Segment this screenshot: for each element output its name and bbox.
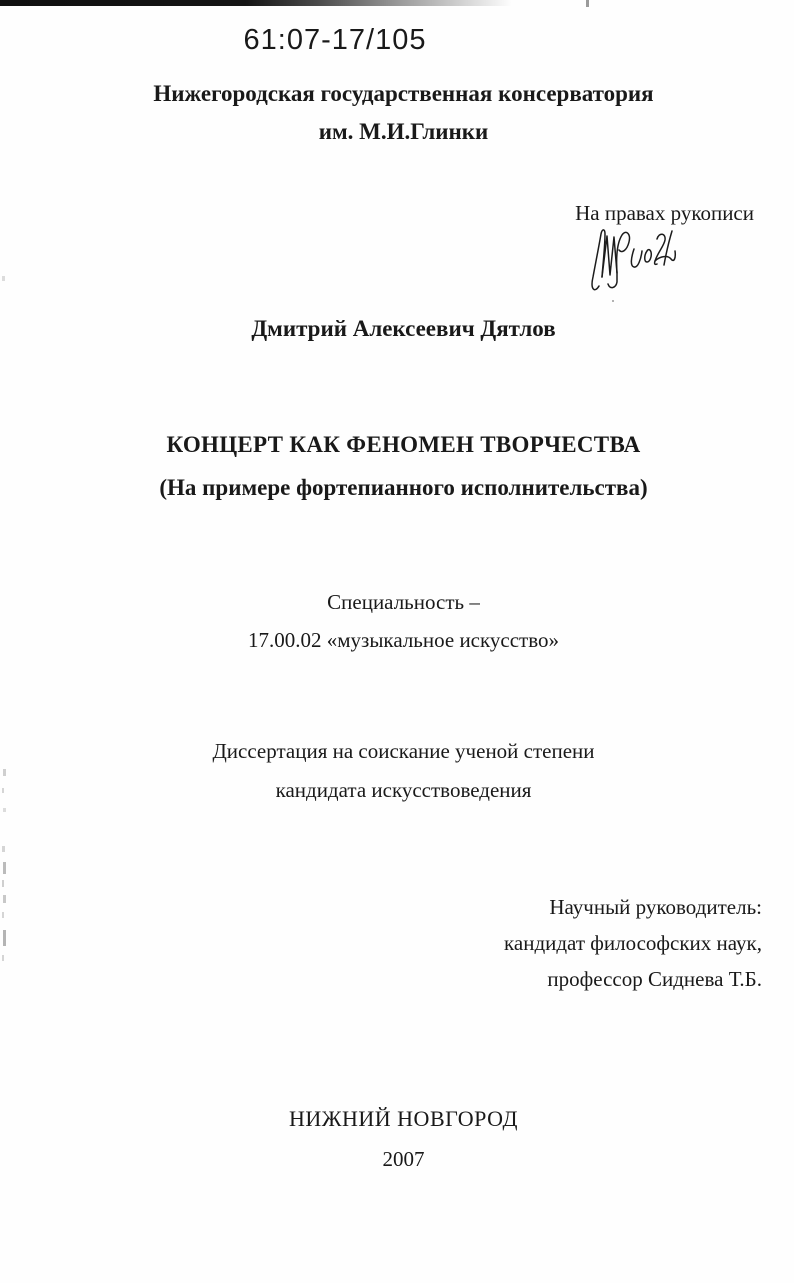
scan-artifact: [2, 846, 5, 852]
specialty-label: Специальность –: [327, 590, 480, 614]
scan-artifact: [3, 895, 6, 903]
manuscript-rights-note: На правах рукописи: [575, 201, 754, 225]
scan-artifact: [3, 808, 6, 812]
scan-artifact: [3, 769, 6, 776]
supervisor-label: Научный руководитель:: [549, 895, 762, 919]
dissertation-title: КОНЦЕРТ КАК ФЕНОМЕН ТВОРЧЕСТВА: [166, 432, 641, 457]
scan-artifact-top-tick: [586, 0, 589, 7]
publication-city: НИЖНИЙ НОВГОРОД: [289, 1106, 518, 1131]
supervisor-name: профессор Сиднева Т.Б.: [547, 967, 762, 991]
scan-artifact: [2, 880, 4, 887]
supervisor-degree: кандидат философских наук,: [504, 931, 762, 955]
institution-name: Нижегородская государственная консерватория: [153, 81, 654, 106]
supervisor-block: [504, 889, 762, 997]
publication-year: 2007: [382, 1147, 425, 1171]
scan-artifact: [3, 930, 6, 946]
catalog-stamp-number: 61:07-17/105: [243, 24, 427, 56]
scan-artifact: [2, 912, 4, 918]
scan-artifact: [2, 955, 4, 961]
dissertation-subtitle: (На примере фортепианного исполнительства): [159, 475, 648, 500]
degree-statement-line1: Диссертация на соискание ученой степени: [212, 739, 595, 763]
scan-artifact: [2, 276, 5, 281]
scan-artifact-speck: [612, 300, 614, 302]
institution-name-continued: им. М.И.Глинки: [318, 119, 489, 144]
specialty-code: 17.00.02 «музыкальное искусство»: [247, 628, 559, 652]
degree-statement-line2: кандидата искусствоведения: [275, 778, 532, 802]
scan-artifact-top-strip: [0, 0, 512, 6]
scan-artifact: [3, 862, 6, 874]
author-name: Дмитрий Алексеевич Дятлов: [251, 316, 556, 341]
signature-icon: [586, 224, 681, 292]
